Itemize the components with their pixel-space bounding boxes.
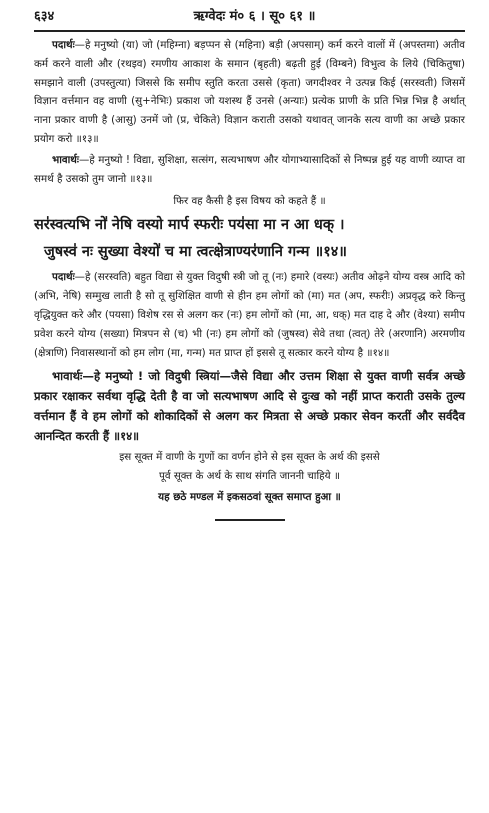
closing-line-1: इस सूक्त में वाणी के गुणों का वर्णन होने से इस सूक्त के अर्थ की इससे <box>119 451 380 464</box>
closing-line-2: पूर्व सूक्त के अर्थ के साथ संगति जाननी चाहिये ॥ <box>158 470 341 483</box>
closing-line-3: यह छठे मण्डल में इकसठवां सूक्त समाप्त हुआ ॥ <box>158 491 341 504</box>
end-rule <box>215 519 285 521</box>
mantra-line-2: जुषस्व॑ नः सुख्या वेश्यो॑ च मा त्वत्क्षेत्राण्यर॑णानि गन्म ॥१४॥ <box>44 244 347 261</box>
padartha-text: —हे (सरस्वति) बहुत विद्या से युक्त विदुषी स्त्री जो तू (नः) हमारे (वस्यः) अतीव ओढ़ने योग्य वस्त्र आदि को (अभि, नेषि) सम्मुख लाती है सो तू सुशिक्षित वाणी से हीन हम लोगों को (मा) मत (अप, स्फरीः) अप्रवृद्ध करे किन्तु वृद्धियुक्त करे और (पयसा) विशेष रस से अलग कर (नः) हम लोगों को (मा, आ, धक्) मत दाह दे और (वेश्या) समीप प्रवेश करने योग्य (सख्या) मित्रपन से (च) भी (नः) हम लोगों को (जुषस्व) सेवे तथा (त्वत्) तेरे (अरणानि) अरमणीय (क्षेत्राणि) निवासस्थानों को हम लोग (मा, गन्म) मत प्राप्त हों इससे तू सत्कार करने योग्य है ॥१४॥ <box>34 271 465 359</box>
running-title: ऋग्वेदः मं० ६ । सू० ६१ ॥ <box>193 9 316 24</box>
mantra-line-1: सर॑स्वत्यभि नो॑ नेषि वस्यो मार्प स्फरीः पय॑सा मा न आ धक् । <box>34 217 345 234</box>
bhavartha-label: भावार्थः <box>52 369 83 384</box>
intro-line: फिर वह कैसी है इस विषय को कहते हैं ॥ <box>173 195 326 208</box>
padartha-text: —हे मनुष्यो (या) जो (महिम्ना) बड़प्पन से (महिना) बड़ी (अपसाम्) कर्म करने वालों में (अपस्तमा) अतीव कर्म करने वाली और (रथइव) रमणीय आकाश के समान (बृहती) बढ़ती हुई (विम्बने) विभुत्व के लिये (चिकितुषा) समझाने वाली (उपस्तुत्या) जिससे कि समीप स्तुति करता उससे (कृता) जगदीश्वर ने उत्पन्न किई (सरस्वती) जिसमें विज्ञान वर्त्तमान वह वाणी (सु+नेभिः) प्रकाश जो यशस्थ हैं उनसे (अन्याः) प्रत्येक प्राणी के प्रति भिन्न भिन्न है अर्थात् नाना प्रकार वाणी है (आसु) उनमें जो (प्र, चेकिते) विज्ञान कराती उसको यथावत् जानके सत्य वाणी का अच्छे प्रकार प्रयोग करो ॥१३॥ <box>34 39 465 145</box>
page-header <box>34 6 465 28</box>
header-rule <box>34 30 465 32</box>
padartha-14 <box>34 268 465 362</box>
padartha-label: पदार्थः <box>52 39 75 51</box>
bhavartha-13 <box>34 151 465 189</box>
bhavartha-label: भावार्थः <box>52 153 79 166</box>
page-number: ६३४ <box>34 9 55 24</box>
bhavartha-text: —हे मनुष्यो ! जो विदुषी स्त्रियां—जैसे विद्या और उत्तम शिक्षा से युक्त वाणी सर्वत्र अच्छे प्रकार रक्षाकर सर्वथा वृद्धि देती है वा जो सत्यभाषण आदि से दुःख को नहीं प्राप्त कराती उसके तुल्य वर्त्तमान हैं वे हम लोगों को शोकादिकों से अलग कर मित्रता से अच्छे प्रकार सेवन करतीं और सर्वदैव आनन्दित करती हैं ॥१४॥ <box>34 369 465 444</box>
bhavartha-text: —हे मनुष्यो ! विद्या, सुशिक्षा, सत्संग, सत्यभाषण और योगाभ्यासादिकों से निष्पन्न हुई यह वाणी व्याप्त वा समर्थ है उसको तुम जानो ॥१३॥ <box>34 153 466 185</box>
padartha-13 <box>34 36 465 149</box>
padartha-label: पदार्थः <box>52 271 75 284</box>
bhavartha-14 <box>34 366 465 446</box>
